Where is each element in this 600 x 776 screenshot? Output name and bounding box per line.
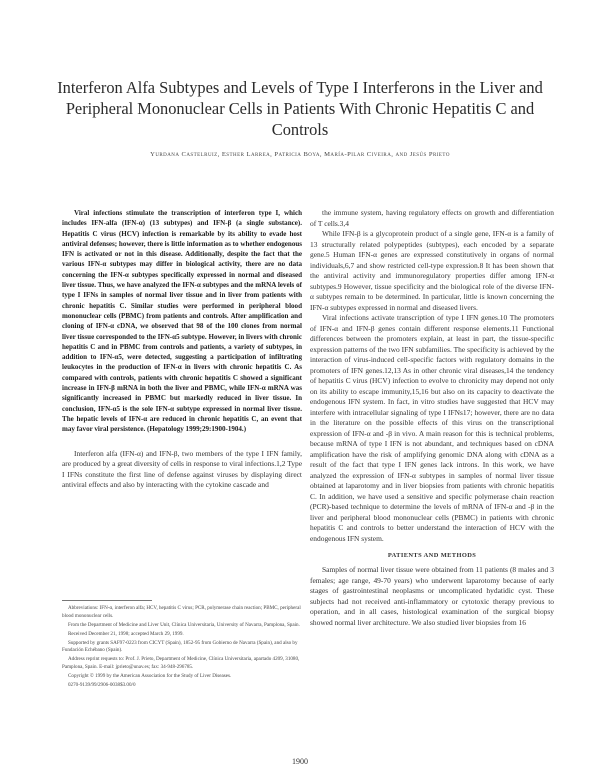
left-column	[62, 208, 302, 491]
footnote-dates: Received December 21, 1998; accepted March 29, 1999.	[68, 630, 184, 637]
page-number: 1900	[292, 757, 308, 766]
footnotes	[62, 600, 302, 691]
footnote-divider	[62, 600, 152, 601]
footnote-funding: Supported by grants SAF97-0223 from CICYT (Spain), 1852-95 from Gobierno de Navarra (Spain), and also by Fundación Echébano (Spain).	[62, 639, 298, 653]
right-paragraph-1: the immune system, having regulatory effects on growth and differentiation of T cells.3,4	[310, 208, 554, 228]
right-column	[310, 208, 554, 628]
footnote-issn: 0270-9139/99/2906-0038$3.00/0	[68, 681, 136, 688]
footnote-abbreviations: Abbreviations: IFN-α, interferon alfa; HCV, hepatitis C virus; PCR, polymerase chain reaction; PBMC, peripheral blood mononuclear cells.	[62, 605, 301, 619]
footnote-reprints: Address reprint requests to: Prof. J. Prieto, Department of Medicine, Clínica Universitaria, apartado 4209, 31080, Pamplona, Spain. E-mail: jprieto@unav.es; fax: 34-948-296785.	[62, 656, 300, 670]
intro-paragraph: Interferon alfa (IFN-α) and IFN-β, two members of the type I IFN family, are produced by a great diversity of cells in response to viral infections.1,2 Type I IFNs constitute the first line of defense against viruses by displaying direct antiviral effects and also by interacting with the cytokine cascade and	[62, 448, 302, 490]
section-heading: PATIENTS AND METHODS	[387, 552, 477, 559]
author-list: Yurdana Castelruiz, Esther Larrea, Patricia Boya, María-Pilar Civeira, and Jesús Prieto	[150, 151, 450, 158]
footnote-affiliation: From the Department of Medicine and Liver Unit, Clínica Universitaria, University of Navarra, Pamplona, Spain.	[68, 621, 300, 628]
article-title: Interferon Alfa Subtypes and Levels of Type I Interferons in the Liver and Peripheral Mononuclear Cells in Patients With Chronic Hepatitis C and Controls	[57, 78, 543, 139]
abstract: Viral infections stimulate the transcription of interferon type I, which includes IFN-alfa (IFN-α) (13 subtypes) and IFN-β (a single substance). Hepatitis C virus (HCV) infection is remarkable by its ability to evade host antiviral defenses; however, there is little information as to whether endogenous IFN is activated or not in this disease. Additionally, despite the fact that the various IFN-α subtypes may differ in biological activity, there are no data concerning the IFN-α subtypes specifically expressed in normal and diseased liver tissue. Thus, we have analyzed the IFN-α subtypes and the mRNA levels of type I IFNs in samples of normal liver tissue and in liver from patients with chronic hepatitis C. Similar studies were performed in peripheral blood mononuclear cells (PBMC) from patients and controls. After amplification and cloning of IFN-α cDNA, we observed that 98 of the 100 clones from normal liver tissue corresponded to the IFN-α5 subtype. However, in livers with chronic hepatitis C and in PBMC from controls and patients, a variety of subtypes, in addition to IFN-α5, were detected, suggesting a participation of infiltrating leukocytes in the production of IFN-α in livers with chronic hepatitis C. As compared with controls, patients with chronic hepatitis C showed a significant increase in IFN-β mRNA in both the liver and PBMC, while IFN-α mRNA was significantly increased in PBMC but markedly reduced in liver tissue. In conclusion, IFN-α5 is the sole IFN-α subtype expressed in normal liver tissue. The hepatic levels of IFN-α are reduced in chronic hepatitis C, an event that may favor viral persistence. (Hepatology 1999;29:1900-1904.)	[62, 209, 302, 434]
footnote-copyright: Copyright © 1999 by the American Association for the Study of Liver Diseases.	[68, 672, 232, 679]
right-paragraph-3: Viral infections activate transcription of type I IFN genes.10 The promoters of IFN-α and IFN-β genes contain different response elements.11 Functional differences between the promoters explain, at least in part, the tissue-specific expression patterns of the two IFN subfamilies. The specificity is achieved by the interaction of virus-induced cell-specific factors with regulatory domains in the promoters of IFN genes.12,13 As in other chronic viral diseases,14 the tendency of hepatitis C virus (HCV) infection to evolve to chronicity may depend not only on its ability to escape immunity,15,16 but also on its capacity to deactivate the endogenous IFN system. In fact, in vitro studies have suggested that HCV may interfere with intracellular signaling of type I IFNs17; however, there are no data in the literature on the possible effects of this virus on the transcriptional expression of IFN-α and -β in vivo. A main reason for this is technical problems, because mRNA of type I IFN is not abundant, and techniques based on cDNA amplification have the risk of amplifying genomic DNA along with cDNA as a result of the fact that type I IFN genes lack introns. In this work, we have analyzed the expression of IFN-α subtypes in samples of normal liver tissue obtained at laparotomy and in liver biopsies from patients with chronic hepatitis C. In addition, we have used a sensitive and specific polymerase chain reaction (PCR)-based technique to determine the levels of mRNA of IFN-α and -β in the liver and peripheral blood mononuclear cells (PBMC) in patients with chronic hepatitis C and controls to better understand the interaction of HCV with the endogenous IFN system.	[310, 313, 554, 543]
right-paragraph-4: Samples of normal liver tissue were obtained from 11 patients (8 males and 3 females; age range, 49-70 years) who underwent laparotomy because of early stages of gastrointestinal neoplasms or uncomplicated hydatidic cyst. These subjects had not received anti-inflammatory or cytotoxic therapy previous to operation, and in all cases, histological examination of the surgical biopsy showed normal liver architecture. We also studied liver biopsies from 16	[310, 565, 554, 627]
right-paragraph-2: While IFN-β is a glycoprotein product of a single gene, IFN-α is a family of 13 structurally related polypeptides (subtypes), each encoded by a separate gene.5 Human IFN-α genes are expressed constitutively in organs of normal individuals,6,7 and show restricted cell-type expression.8 It has been shown that the antiviral activity and immunoregulatory properties differ among IFN-α subtypes.9 However, tissue specificity and the biological role of the diverse IFN-α subtypes remain to be determined. In particular, little is known concerning the IFN-α subtypes expressed in normal and diseased livers.	[310, 229, 554, 312]
